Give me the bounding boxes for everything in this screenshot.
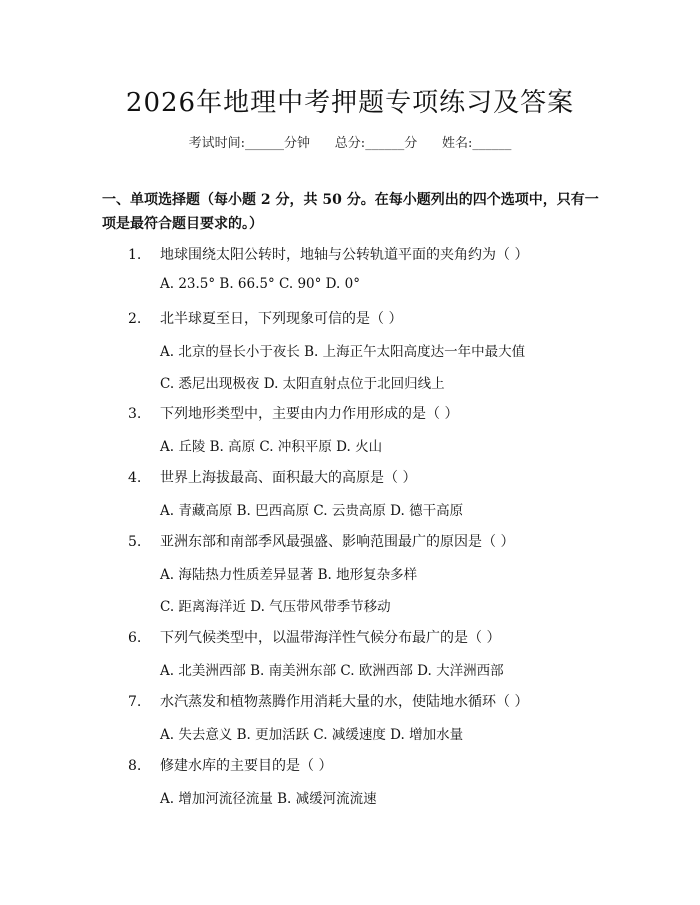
question-6-options: A. 北美洲西部 B. 南美洲东部 C. 欧洲西部 D. 大洋洲西部 [160,663,504,679]
question-8-options: A. 增加河流径流量 B. 减缓河流流速 [160,791,377,807]
question-number: 6. [128,630,142,646]
question-number: 4. [128,470,142,486]
name-blank: ______ [472,136,512,151]
question-text: 地球围绕太阳公转时，地轴与公转轨道平面的夹角约为（ ） [160,247,529,263]
question-8 [128,755,332,775]
question-text: 水汽蒸发和植物蒸腾作用消耗大量的水，使陆地水循环（ ） [160,694,529,710]
question-5-options-row-1: A. 海陆热力性质差异显著 B. 地形复杂多样 [160,567,418,583]
page-title: 2026年地理中考押题专项练习及答案 [125,88,575,118]
time-unit: 分钟 [283,136,310,151]
question-text: 下列气候类型中，以温带海洋性气候分布最广的是（ ） [160,630,501,646]
name-label: 姓名: [442,136,473,151]
score-label: 总分: [334,136,366,151]
question-1-options: A. 23.5° B. 66.5° C. 90° D. 0° [160,276,360,292]
section-heading: 一、单项选择题（每小题 2 分，共 50 分。在每小题列出的四个选项中，只有一项是最符合题目要求的。） [102,192,599,232]
question-number: 8. [128,758,142,774]
question-number: 3. [128,406,142,422]
question-4 [128,467,416,487]
question-7-options: A. 失去意义 B. 更加活跃 C. 减缓速度 D. 增加水量 [160,727,464,743]
question-5 [128,531,514,551]
question-text: 北半球夏至日，下列现象可信的是（ ） [160,311,403,327]
question-3-options: A. 丘陵 B. 高原 C. 冲积平原 D. 火山 [160,439,383,455]
question-number: 5. [128,534,142,550]
score-blank: ______ [365,136,405,151]
question-number: 7. [128,694,142,710]
question-5-options-row-2: C. 距离海洋近 D. 气压带风带季节移动 [160,599,391,615]
question-number: 1. [128,247,142,263]
question-2-options-row-2: C. 悉尼出现极夜 D. 太阳直射点位于北回归线上 [160,376,445,392]
question-text: 修建水库的主要目的是（ ） [160,758,333,774]
question-text: 下列地形类型中，主要由内力作用形成的是（ ） [160,406,459,422]
question-3 [128,403,458,423]
question-number: 2. [128,311,142,327]
question-7 [128,691,528,711]
question-2-options-row-1: A. 北京的昼长小于夜长 B. 上海正午太阳高度达一年中最大值 [160,344,526,360]
question-2 [128,308,402,328]
question-1 [128,244,528,264]
exam-info-line [0,132,700,151]
question-text: 世界上海拔最高、面积最大的高原是（ ） [160,470,417,486]
time-blank: ______ [244,136,284,151]
question-6 [128,627,500,647]
question-4-options: A. 青藏高原 B. 巴西高原 C. 云贵高原 D. 德干高原 [160,503,464,519]
time-label: 考试时间: [188,136,245,151]
question-text: 亚洲东部和南部季风最强盛、影响范围最广的原因是（ ） [160,534,515,550]
score-unit: 分 [404,136,418,151]
